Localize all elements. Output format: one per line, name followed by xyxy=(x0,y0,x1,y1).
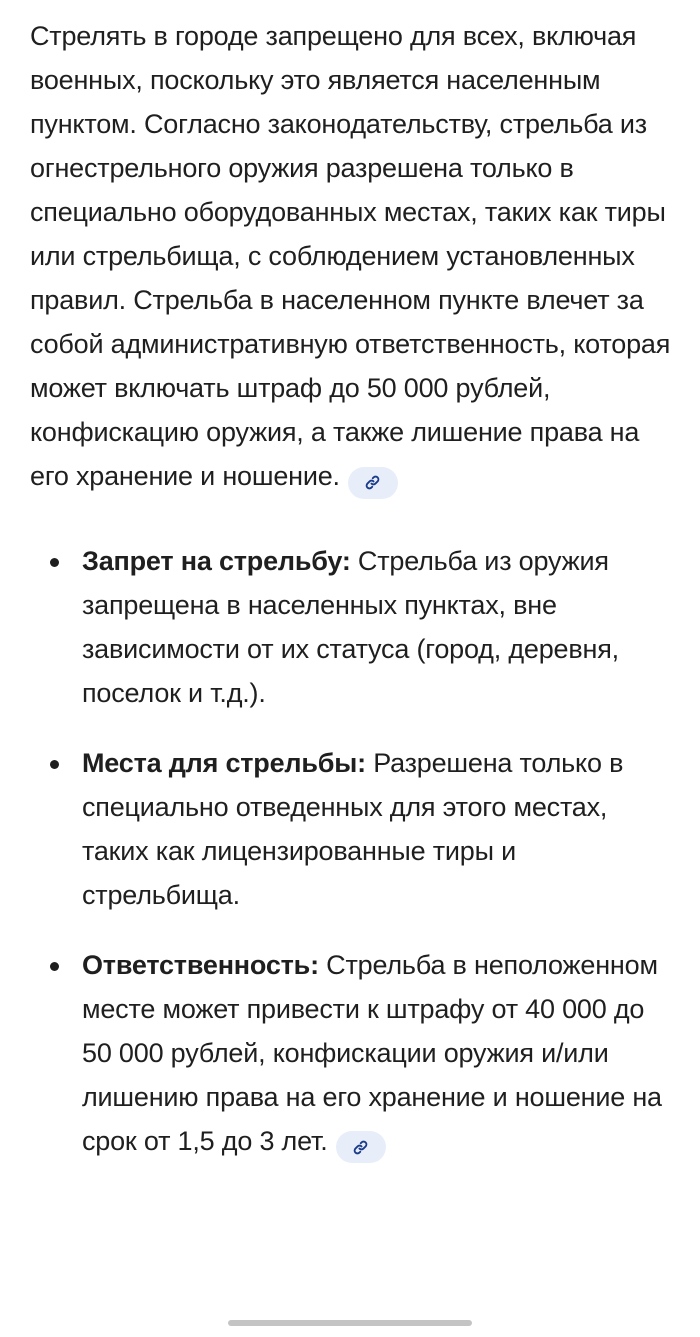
bullet-list xyxy=(30,539,680,1164)
response-content xyxy=(30,14,680,1189)
link-icon xyxy=(352,1139,369,1156)
bullet-title: Запрет на стрельбу: xyxy=(82,545,351,576)
list-item-places xyxy=(30,741,680,917)
source-link-chip[interactable] xyxy=(348,467,398,499)
bullet-title: Ответственность: xyxy=(82,949,319,980)
link-icon xyxy=(364,474,381,491)
bullet-text: Стрельба в неположенном месте может привести к штрафу от 40 000 до 50 000 рублей, конфискации оружия и/или лишению права на его хранение и ношение на срок от 1,5 до 3 лет. xyxy=(82,949,662,1156)
bullet-text: Разрешена только в специально отведенных для этого местах, таких как лицензированные тиры и стрельбища. xyxy=(82,747,624,910)
source-link-chip[interactable] xyxy=(336,1131,386,1163)
intro-paragraph xyxy=(30,14,680,499)
list-item-ban xyxy=(30,539,680,715)
home-indicator[interactable] xyxy=(228,1320,472,1326)
bullet-dot xyxy=(50,558,59,567)
bullet-text: Стрельба из оружия запрещена в населенных пунктах, вне зависимости от их статуса (город, деревня, поселок и т.д.). xyxy=(82,545,619,708)
list-item-liability xyxy=(30,943,680,1164)
intro-text: Стрелять в городе запрещено для всех, включая военных, поскольку это является населенным пунктом. Согласно законодательству, стрельба из огнестрельного оружия разрешена только в специально оборудованных местах, таких как тиры или стрельбища, с соблюдением установленных правил. Стрельба в населенном пункте влечет за собой административную ответственность, которая может включать штраф до 50 000 рублей, конфискацию оружия, а также лишение права на его хранение и ношение. xyxy=(30,21,671,491)
bullet-dot xyxy=(50,760,59,769)
bullet-title: Места для стрельбы: xyxy=(82,747,366,778)
bullet-dot xyxy=(50,962,59,971)
